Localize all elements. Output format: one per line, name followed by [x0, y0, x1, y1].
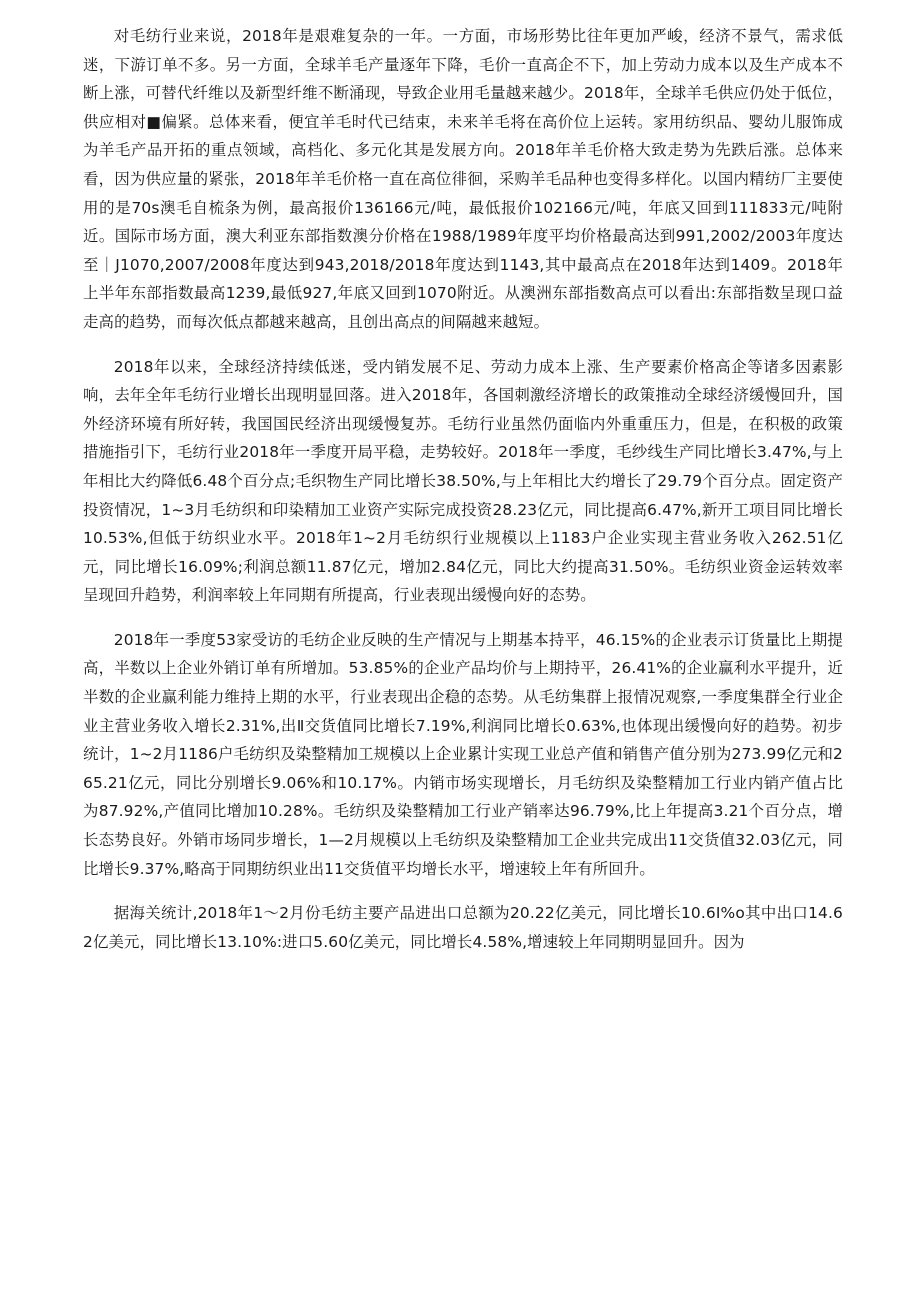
paragraph-enterprise-survey: 2018年一季度53家受访的毛纺企业反映的生产情况与上期基本持平，46.15%的企业表示订货量比上期提高，半数以上企业外销订单有所增加。53.85%的企业产品均价与上期持平，26.41%的企业赢利水平提升，近半数的企业赢利能力维持上期的水平，行业表现出企稳的态势。从毛纺集群上报情况观察,一季度集群全行业企业主营业务收入增长2.31%,出Ⅱ交货值同比增长7.19%,利润同比增长0.63%,也体现出缓慢向好的趋势。初步统计，1~2月1186户毛纺织及染整精加工规模以上企业累计实现工业总产值和销售产值分别为273.99亿元和265.21亿元，同比分别增长9.06%和10.17%。内销市场实现增长，月毛纺织及染整精加工行业内销产值占比为87.92%,产值同比增加10.28%。毛纺织及染整精加工行业产销率达96.79%,比上年提高3.21个百分点，增长态势良好。外销市场同步增长，1—2月规模以上毛纺织及染整精加工企业共完成出11交货值32.03亿元，同比增长9.37%,略高于同期纺织业出11交货值平均增长水平，增速较上年有所回升。 [83, 630, 843, 878]
paragraph-customs-statistics: 据海关统计,2018年1～2月份毛纺主要产品进出口总额为20.22亿美元，同比增长10.6I%o其中出口14.62亿美元，同比增长13.10%:进口5.60亿美元，同比增长4.58%,增速较上年同期明显回升。因为 [83, 904, 843, 951]
paragraph-wool-market-2018: 对毛纺行业来说，2018年是艰难复杂的一年。一方面，市场形势比往年更加严峻，经济不景气，需求低迷，下游订单不多。另一方面，全球羊毛产量逐年下降，毛价一直高企不下，加上劳动力成本以及生产成本不断上涨，可替代纤维以及新型纤维不断涌现，导致企业用毛量越来越少。2018年，全球羊毛供应仍处于低位，供应相对■偏紧。总体来看，便宜羊毛时代已结束，未来羊毛将在高价位上运转。家用纺织品、婴幼儿服饰成为羊毛产品开拓的重点领域，高档化、多元化其是发展方向。2018年羊毛价格大致走势为先跌后涨。总体来看，因为供应量的紧张，2018年羊毛价格一直在高位徘徊，采购羊毛品种也变得多样化。以国内精纺厂主要使用的是70s澳毛自梳条为例，最高报价136166元/吨，最低报价102166元/吨，年底又回到111833元/吨附近。国际市场方面，澳大利亚东部指数澳分价格在1988/1989年度平均价格最高达到991,2002/2003年度达至｜J1070,2007/2008年度达到943,2018/2018年度达到1143,其中最高点在2018年达到1409。2018年上半年东部指数最高1239,最低927,年底又回到1070附近。从澳洲东部指数高点可以看出:东部指数呈现口益走高的趋势，而每次低点都越来越高，且创出高点的间隔越来越短。 [83, 27, 843, 331]
document-body [83, 22, 843, 956]
paragraph-industry-q1-performance: 2018年以来，全球经济持续低迷，受内销发展不足、劳动力成本上涨、生产要素价格高企等诸多因素影响，去年全年毛纺行业增长出现明显回落。进入2018年，各国刺激经济增长的政策推动全球经济缓慢回升，国外经济环境有所好转，我国国民经济出现缓慢复苏。毛纺行业虽然仍面临内外重重压力，但是，在积极的政策措施指引下，毛纺行业2018年一季度开局平稳，走势较好。2018年一季度，毛纱线生产同比增长3.47%,与上年相比大约降低6.48个百分点;毛织物生产同比增长38.50%,与上年相比大约增长了29.79个百分点。固定资产投资情况，1~3月毛纺织和印染精加工业资产实际完成投资28.23亿元，同比提高6.47%,新开工项目同比增长10.53%,但低于纺织业水平。2018年1~2月毛纺织行业规模以上1183户企业实现主营业务收入262.51亿元，同比增长16.09%;利润总额11.87亿元，增加2.84亿元，同比大约提高31.50%。毛纺织业资金运转效率呈现回升趋势，利润率较上年同期有所提高，行业表现出缓慢向好的态势。 [83, 357, 843, 605]
